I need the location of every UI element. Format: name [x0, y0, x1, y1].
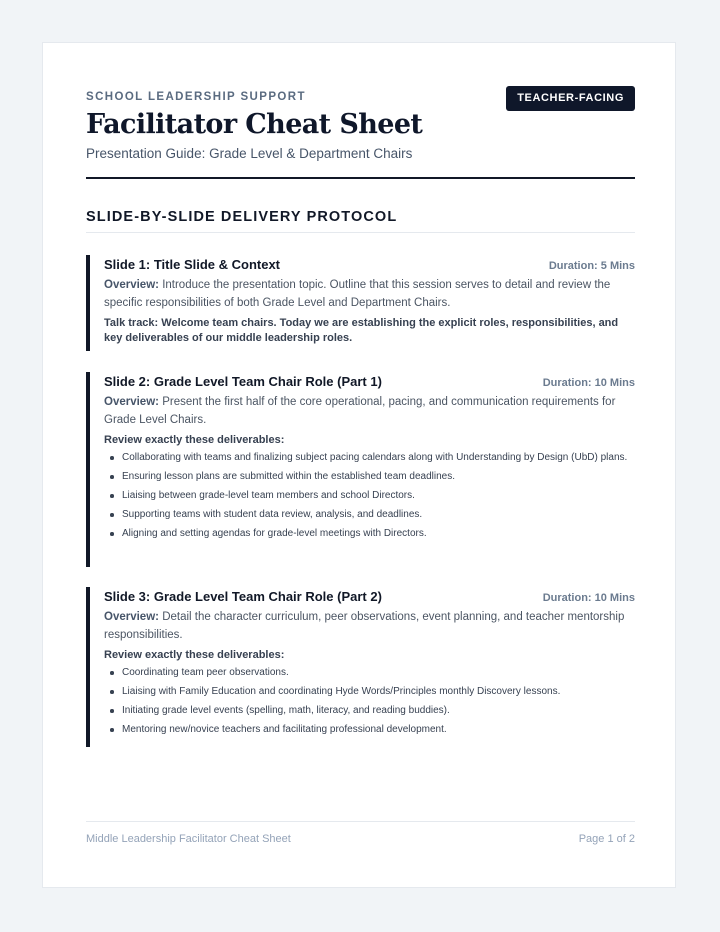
deliverables-heading: Review exactly these deliverables:	[104, 649, 285, 661]
overview-text: Introduce the presentation topic. Outline that this session serves to detail and review the specific responsibilities of both Grade Level and Department Chairs.	[104, 279, 611, 309]
list-item: Coordinating team peer observations.	[122, 665, 635, 681]
slide-duration: Duration: 10 Mins	[542, 377, 635, 389]
page-content	[86, 43, 635, 887]
document-page	[42, 42, 676, 888]
list-item: Liaising between grade-level team members and school Directors.	[122, 488, 635, 504]
slide-overview	[104, 609, 635, 644]
header-divider	[86, 177, 635, 179]
audience-badge: TEACHER-FACING	[506, 86, 635, 111]
list-item: Mentoring new/novice teachers and facilitating professional development.	[122, 722, 635, 738]
section-divider	[86, 232, 635, 233]
deliverables-list	[104, 665, 635, 738]
list-item: Ensuring lesson plans are submitted within the established team deadlines.	[122, 469, 635, 485]
overview-label: Overview:	[104, 611, 159, 623]
slide-card-3	[86, 587, 635, 747]
footer-divider	[86, 821, 635, 822]
slide-header	[104, 587, 635, 609]
slide-card-2	[86, 372, 635, 567]
overview-text: Detail the character curriculum, peer observations, event planning, and teacher mentorship responsibilities.	[104, 611, 625, 641]
overview-label: Overview:	[104, 396, 159, 408]
section-heading: SLIDE-BY-SLIDE DELIVERY PROTOCOL	[86, 209, 398, 225]
deliverables-heading: Review exactly these deliverables:	[104, 434, 285, 446]
eyebrow-label: SCHOOL LEADERSHIP SUPPORT	[86, 91, 306, 103]
slide-duration: Duration: 5 Mins	[548, 260, 635, 272]
overview-label: Overview:	[104, 279, 159, 291]
talk-track: Talk track: Welcome team chairs. Today we are establishing the explicit roles, responsibilities, and key deliverables of our middle leadership roles.	[104, 317, 619, 344]
list-item: Liaising with Family Education and coordinating Hyde Words/Principles monthly Discovery lessons.	[122, 684, 635, 700]
slide-header	[104, 372, 635, 394]
slide-card-1	[86, 255, 635, 351]
slide-title: Slide 1: Title Slide & Context	[104, 257, 281, 272]
footer-document-name: Middle Leadership Facilitator Cheat Sheet	[86, 833, 291, 845]
footer-page-number: Page 1 of 2	[578, 833, 635, 845]
page-subtitle: Presentation Guide: Grade Level & Department Chairs	[86, 146, 413, 161]
list-item: Initiating grade level events (spelling, math, literacy, and reading buddies).	[122, 703, 635, 719]
list-item: Collaborating with teams and finalizing subject pacing calendars along with Understanding by Design (UbD) plans.	[122, 450, 635, 466]
list-item: Aligning and setting agendas for grade-level meetings with Directors.	[122, 526, 635, 542]
overview-text: Present the first half of the core operational, pacing, and communication requirements for Grade Level Chairs.	[104, 396, 616, 426]
list-item: Supporting teams with student data review, analysis, and deadlines.	[122, 507, 635, 523]
slide-title: Slide 3: Grade Level Team Chair Role (Part 2)	[104, 589, 382, 604]
slide-duration: Duration: 10 Mins	[542, 592, 635, 604]
page-title: Facilitator Cheat Sheet	[86, 109, 423, 140]
slide-header	[104, 255, 635, 277]
slide-overview	[104, 277, 635, 312]
slide-title: Slide 2: Grade Level Team Chair Role (Part 1)	[104, 374, 382, 389]
deliverables-list	[104, 450, 635, 542]
slide-overview	[104, 394, 635, 429]
